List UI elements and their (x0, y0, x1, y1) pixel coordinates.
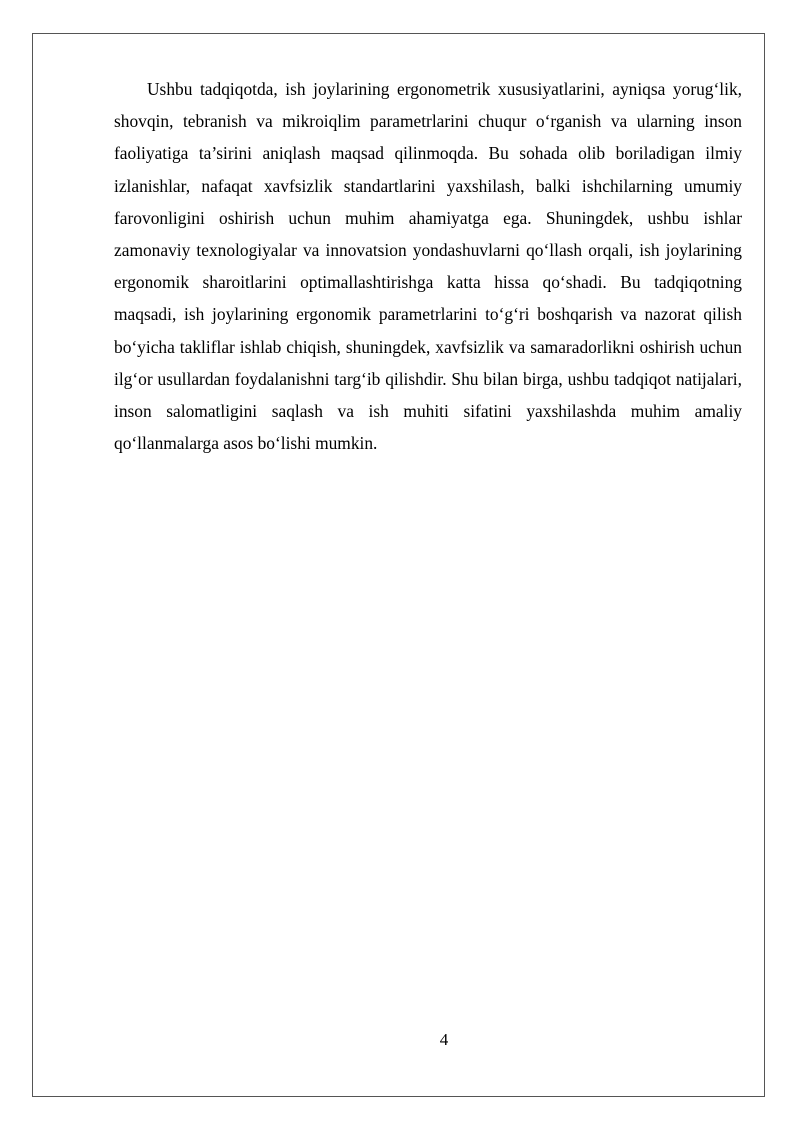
page-number: 4 (439, 1030, 449, 1049)
body-paragraph: Ushbu tadqiqotda, ish joylarining ergonometrik xususiyatlarini, ayniqsa yorug‘lik, shovqin, tebranish va mikroiqlim parametrlarini chuqur o‘rganish va ularning inson faoliyatiga ta’sirini aniqlash maqsad qilinmoqda. Bu sohada olib boriladigan ilmiy izlanishlar, nafaqat xavfsizlik standartlarini yaxshilash, balki ishchilarning umumiy farovonligini oshirish uchun muhim ahamiyatga ega. Shuningdek, ushbu ishlar zamonaviy texnologiyalar va innovatsion yondashuvlarni qo‘llash orqali, ish joylarining ergonomik sharoitlarini optimallashtirishga katta hissa qo‘shadi. Bu tadqiqotning maqsadi, ish joylarining ergonomik parametrlarini to‘g‘ri boshqarish va nazorat qilish bo‘yicha takliflar ishlab chiqish, shuningdek, xavfsizlik va samaradorlikni oshirish uchun ilg‘or usullardan foydalanishni targ‘ib qilishdir. Shu bilan birga, ushbu tadqiqot natijalari, inson salomatligini saqlash va ish muhiti sifatini yaxshilashda muhim amaliy qo‘llanmalarga asos bo‘lishi mumkin. (114, 79, 742, 454)
